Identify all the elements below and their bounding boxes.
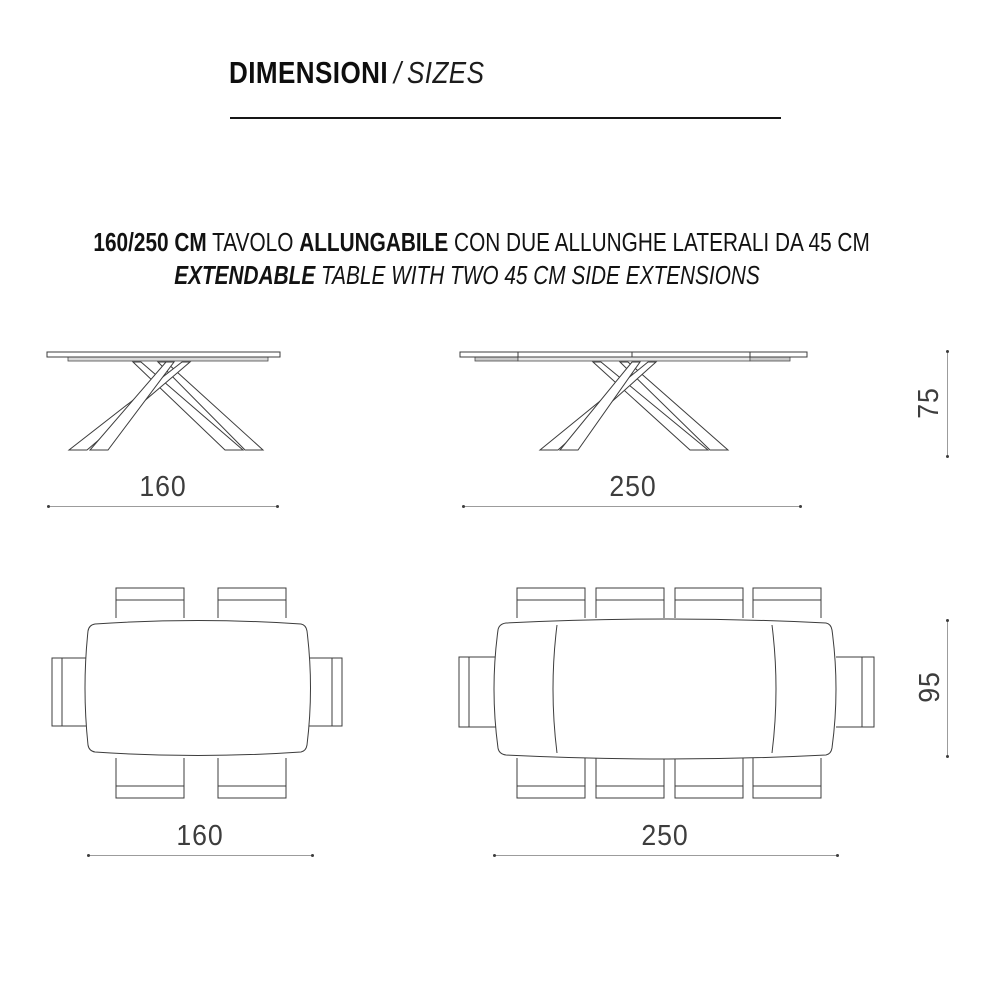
title-italian: DIMENSIONI <box>229 55 389 90</box>
title-separator: / <box>393 55 402 90</box>
dimension-label-height: 75 <box>913 387 945 419</box>
chair <box>52 658 90 726</box>
table-leg <box>560 362 640 450</box>
chair <box>116 758 184 798</box>
dimension-line-extended-length-side <box>463 506 801 507</box>
chair <box>116 588 184 618</box>
extension-support-rail <box>475 357 518 361</box>
description-line-english <box>93 259 840 292</box>
dimension-label-closed-length-side: 160 <box>139 471 187 503</box>
chair <box>517 758 585 798</box>
description-text: TABLE WITH TWO 45 CM SIDE EXTENSIONS <box>315 260 760 290</box>
chair <box>596 588 664 618</box>
page-title <box>229 56 484 90</box>
dimension-line-height <box>947 351 948 457</box>
chair <box>753 588 821 618</box>
description-text: CON DUE ALLUNGHE LATERALI DA 45 CM <box>448 227 870 257</box>
chair <box>218 758 286 798</box>
product-description <box>0 226 934 292</box>
chair <box>675 758 743 798</box>
title-underline <box>230 117 781 119</box>
table-side-view-closed-drawing <box>40 345 290 457</box>
table-leg <box>90 362 174 450</box>
description-size-range: 160/250 CM <box>93 227 207 257</box>
chair <box>753 758 821 798</box>
tabletop <box>47 352 280 357</box>
table-top-outline <box>494 619 836 759</box>
dimension-line-depth <box>947 620 948 757</box>
tabletop <box>460 352 807 357</box>
dimension-label-extended-length-top: 250 <box>641 820 689 852</box>
chair <box>459 657 496 727</box>
table-leg <box>133 362 243 450</box>
dimension-line-extended-length-top <box>494 855 838 856</box>
dimension-label-closed-length-top: 160 <box>176 820 224 852</box>
dimension-line-closed-length-side <box>48 506 278 507</box>
description-line-italian <box>93 226 870 259</box>
table-top-view-closed-drawing <box>45 580 355 805</box>
chair <box>836 657 874 727</box>
description-keyword-extendable: EXTENDABLE <box>174 260 316 290</box>
description-text: TAVOLO <box>206 227 300 257</box>
table-top-outline <box>85 621 311 756</box>
dimension-label-depth: 95 <box>914 671 946 703</box>
table-underframe <box>518 357 750 361</box>
description-keyword-allungabile: ALLUNGABILE <box>299 227 449 257</box>
chair <box>596 758 664 798</box>
table-leg <box>593 362 708 450</box>
dimension-line-closed-length-top <box>88 855 313 856</box>
chair <box>306 658 342 726</box>
table-side-view-extended-drawing <box>450 345 820 457</box>
table-top-view-extended-drawing <box>450 580 890 805</box>
chair <box>218 588 286 618</box>
chair <box>675 588 743 618</box>
title-english: SIZES <box>407 55 485 90</box>
dimension-label-extended-length-side: 250 <box>609 471 657 503</box>
chair <box>517 588 585 618</box>
extension-support-rail <box>750 357 790 361</box>
table-underframe <box>68 357 268 361</box>
